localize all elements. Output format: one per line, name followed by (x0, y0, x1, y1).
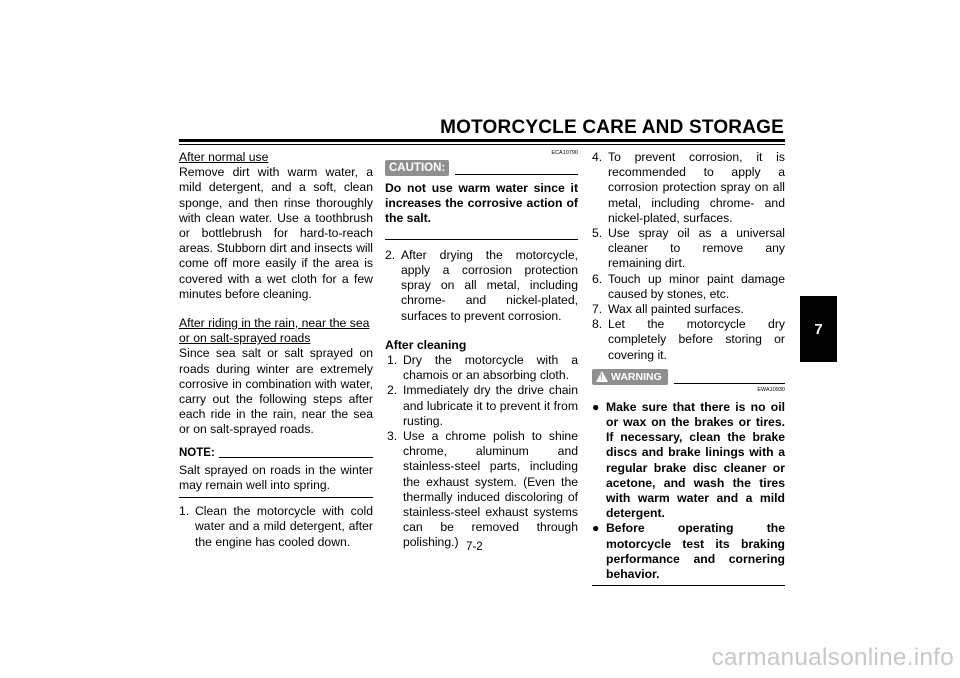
title-rule-thin (179, 144, 785, 145)
caution-label: CAUTION: (385, 160, 449, 176)
caution-header (385, 160, 578, 176)
list-item-text: Clean the motorcycle with cold water and a mild detergent, after the engine has cooled down. (195, 504, 373, 549)
section-heading-salt-roads: After riding in the rain, near the sea or on salt-sprayed roads (179, 316, 370, 346)
title-rule (179, 139, 785, 142)
caution-code: ECA10790 (551, 150, 578, 156)
page-title: MOTORCYCLE CARE AND STORAGE (440, 117, 784, 138)
list-item-number: 2. (385, 247, 396, 262)
after-cleaning-list-cont (592, 150, 785, 363)
salt-steps-list (179, 504, 373, 550)
column-3 (592, 150, 785, 586)
list-item-number: 8. (592, 317, 603, 332)
list-item-number: 6. (592, 271, 603, 286)
warning-header (592, 369, 785, 385)
column-1 (179, 150, 373, 550)
list-item (387, 383, 578, 429)
list-item-text: Use a chrome polish to shine chrome, aluminum and stainless-steel parts, including the exhaust system. (Even the thermally induced discoloring of stainless-steel exhaust systems can be removed through polishing.) (403, 429, 578, 550)
note-label: NOTE: (179, 446, 215, 459)
section-heading-normal-use: After normal use (179, 150, 269, 164)
watermark: carmanualsonline.info (711, 644, 954, 671)
list-item-text: Immediately dry the drive chain and lubricate it to prevent it from rusting. (403, 383, 578, 428)
note-text: Salt sprayed on roads in the winter may remain well into spring. (179, 462, 373, 493)
salt-steps-list-cont (385, 248, 578, 324)
list-item-text: Let the motorcycle dry completely before storing or covering it. (608, 317, 785, 362)
list-item-number: 2. (387, 383, 398, 398)
list-item (592, 150, 785, 226)
warning-list (592, 400, 785, 582)
list-item (592, 317, 785, 363)
warning-triangle-icon: ! (596, 371, 608, 382)
list-item-number: 5. (592, 226, 603, 241)
list-item (387, 353, 578, 383)
note-header (179, 446, 373, 461)
warning-rule (674, 383, 785, 384)
list-item-number: 4. (592, 150, 603, 164)
section-heading-after-cleaning: After cleaning (385, 337, 467, 352)
after-cleaning-list (387, 353, 578, 551)
bullet-icon: ● (592, 521, 600, 536)
list-item (592, 272, 785, 302)
list-item-number: 3. (387, 429, 398, 444)
paragraph-normal-use: Remove dirt with warm water, a mild detergent, and a soft, clean sponge, and then rinse thoroughly with clean water. Use a toothbrush or bottlebrush for hard-to-reach areas. Stubborn dirt and insects will come off more easily if the area is covered with a wet cloth for a few minutes before cleaning. (179, 165, 373, 301)
list-item-number: 7. (592, 302, 603, 317)
list-item (592, 521, 785, 582)
caution-rule (455, 174, 578, 175)
list-item (592, 302, 785, 317)
list-item-text: After drying the motorcycle, apply a corrosion protection spray on all metal, including chrome- and nickel-plated, surfaces to prevent corrosion. (401, 247, 578, 323)
bullet-icon: ● (592, 399, 600, 414)
list-item (179, 504, 373, 550)
warning-label: WARNING (611, 370, 662, 383)
warning-end-rule (592, 585, 785, 586)
list-item-text: To prevent corrosion, it is recommended to apply a corrosion protection spray on all metal, including chrome- and nickel-plated, surfaces. (608, 150, 785, 225)
list-item (592, 226, 785, 272)
warning-badge (592, 369, 668, 385)
caution-end-rule (385, 239, 578, 240)
list-item (387, 429, 578, 551)
note-end-rule (179, 497, 373, 498)
list-item-text: Dry the motorcycle with a chamois or an absorbing cloth. (403, 353, 578, 383)
page-number: 7-2 (466, 541, 483, 553)
list-item-text: Use spray oil as a universal cleaner to remove any remaining dirt. (608, 226, 785, 271)
column-2 (385, 150, 578, 551)
list-item-number: 1. (387, 353, 398, 368)
list-item-text: Make sure that there is no oil or wax on the brakes or tires. If necessary, clean the brake discs and brake linings with a regular brake disc cleaner or acetone, and wash the tires with warm water and a mild detergent. (606, 399, 785, 521)
list-item (592, 400, 785, 522)
list-item-number: 1. (179, 504, 190, 519)
list-item (385, 248, 578, 324)
list-item-text: Touch up minor paint damage caused by stones, etc. (608, 271, 785, 301)
note-rule (219, 457, 373, 458)
chapter-tab: 7 (800, 296, 837, 362)
list-item-text: Before operating the motorcycle test its braking performance and cornering behavior. (606, 521, 785, 582)
caution-text: Do not use warm water since it increases the corrosive action of the salt. (385, 181, 578, 226)
paragraph-salt-roads: Since sea salt or salt sprayed on roads during winter are extremely corrosive in combination with water, carry out the following steps after each ride in the rain, near the sea or on salt-sprayed roads. (179, 346, 373, 437)
list-item-text: Wax all painted surfaces. (608, 302, 744, 317)
warning-code: EWA10930 (757, 386, 785, 393)
